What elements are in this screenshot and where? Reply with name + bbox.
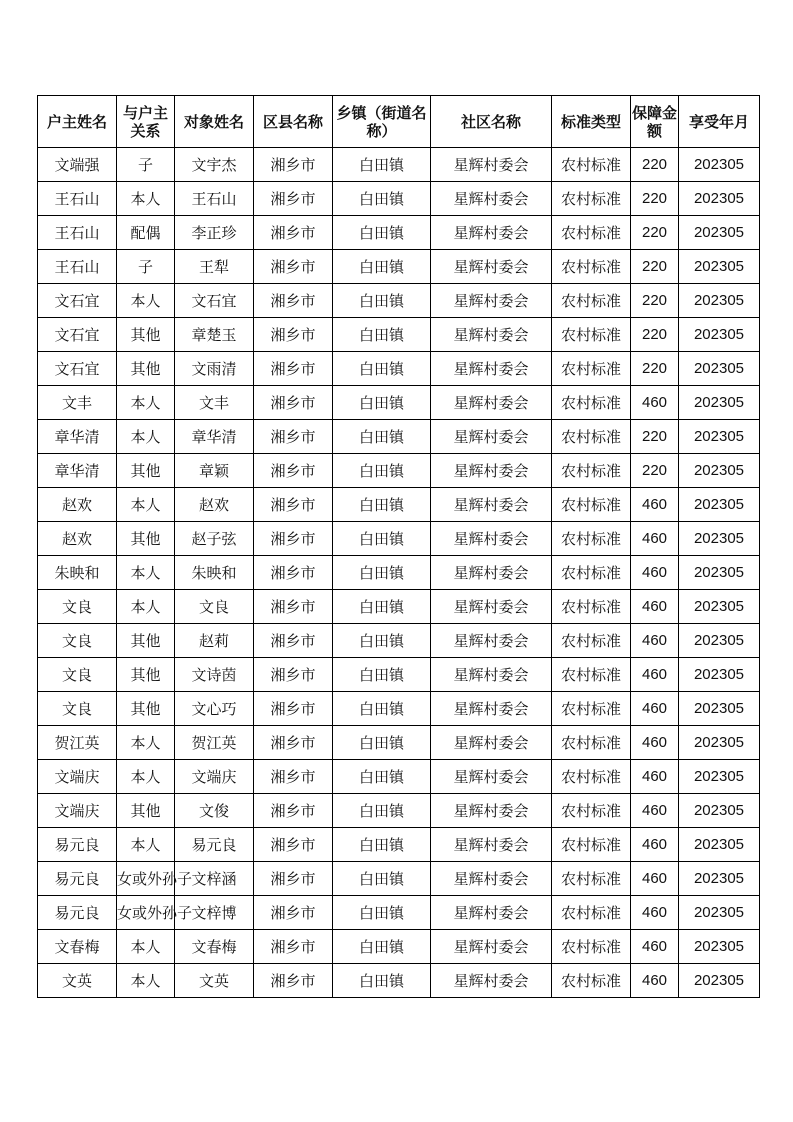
relation-cell: 其他 (117, 454, 175, 488)
township-cell: 白田镇 (333, 862, 431, 896)
community-cell: 星辉村委会 (431, 624, 552, 658)
table-row (38, 896, 760, 930)
community-cell: 星辉村委会 (431, 692, 552, 726)
county-cell: 湘乡市 (254, 522, 333, 556)
community-cell: 星辉村委会 (431, 862, 552, 896)
month-cell: 202305 (679, 352, 760, 386)
table-row (38, 760, 760, 794)
month-cell: 202305 (679, 896, 760, 930)
amount-cell: 460 (631, 692, 679, 726)
recipient-name-cell: 李正珍 (175, 216, 254, 250)
table-row (38, 386, 760, 420)
recipient-name-cell: 王犁 (175, 250, 254, 284)
householder-name-cell: 章华清 (38, 454, 117, 488)
amount-cell: 460 (631, 794, 679, 828)
recipient-name-cell: 朱映和 (175, 556, 254, 590)
amount-cell: 460 (631, 556, 679, 590)
recipient-name-cell: 文心巧 (175, 692, 254, 726)
township-cell: 白田镇 (333, 386, 431, 420)
householder-name-cell: 文石宜 (38, 284, 117, 318)
standard-type-cell: 农村标准 (552, 454, 631, 488)
table-row (38, 556, 760, 590)
relation-cell: 其他 (117, 794, 175, 828)
community-cell: 星辉村委会 (431, 828, 552, 862)
relation-cell: 女或外孙子 (117, 862, 175, 896)
community-cell: 星辉村委会 (431, 522, 552, 556)
month-cell: 202305 (679, 454, 760, 488)
table-row (38, 352, 760, 386)
community-cell: 星辉村委会 (431, 352, 552, 386)
amount-cell: 460 (631, 726, 679, 760)
amount-cell: 460 (631, 828, 679, 862)
amount-cell: 460 (631, 590, 679, 624)
community-cell: 星辉村委会 (431, 964, 552, 998)
header-relation: 与户主关系 (117, 96, 175, 148)
county-cell: 湘乡市 (254, 318, 333, 352)
relation-cell: 本人 (117, 182, 175, 216)
community-cell: 星辉村委会 (431, 760, 552, 794)
month-cell: 202305 (679, 658, 760, 692)
table-row (38, 318, 760, 352)
township-cell: 白田镇 (333, 352, 431, 386)
recipient-name-cell: 赵莉 (175, 624, 254, 658)
amount-cell: 220 (631, 420, 679, 454)
recipient-name-cell: 文丰 (175, 386, 254, 420)
amount-cell: 460 (631, 624, 679, 658)
community-cell: 星辉村委会 (431, 182, 552, 216)
county-cell: 湘乡市 (254, 488, 333, 522)
month-cell: 202305 (679, 930, 760, 964)
township-cell: 白田镇 (333, 182, 431, 216)
table-body (38, 148, 760, 998)
month-cell: 202305 (679, 488, 760, 522)
township-cell: 白田镇 (333, 420, 431, 454)
recipient-name-cell: 章楚玉 (175, 318, 254, 352)
relation-cell: 其他 (117, 692, 175, 726)
table-row (38, 624, 760, 658)
householder-name-cell: 文丰 (38, 386, 117, 420)
relation-cell: 本人 (117, 964, 175, 998)
month-cell: 202305 (679, 624, 760, 658)
householder-name-cell: 文良 (38, 590, 117, 624)
standard-type-cell: 农村标准 (552, 692, 631, 726)
amount-cell: 220 (631, 250, 679, 284)
relation-cell: 配偶 (117, 216, 175, 250)
recipient-name-cell: 章颖 (175, 454, 254, 488)
standard-type-cell: 农村标准 (552, 590, 631, 624)
township-cell: 白田镇 (333, 216, 431, 250)
standard-type-cell: 农村标准 (552, 896, 631, 930)
month-cell: 202305 (679, 964, 760, 998)
township-cell: 白田镇 (333, 692, 431, 726)
amount-cell: 460 (631, 760, 679, 794)
table-row (38, 930, 760, 964)
standard-type-cell: 农村标准 (552, 522, 631, 556)
table-row (38, 692, 760, 726)
recipient-name-cell: 文石宜 (175, 284, 254, 318)
householder-name-cell: 朱映和 (38, 556, 117, 590)
township-cell: 白田镇 (333, 828, 431, 862)
county-cell: 湘乡市 (254, 284, 333, 318)
township-cell: 白田镇 (333, 726, 431, 760)
township-cell: 白田镇 (333, 454, 431, 488)
county-cell: 湘乡市 (254, 794, 333, 828)
community-cell: 星辉村委会 (431, 590, 552, 624)
relation-cell: 女或外孙子 (117, 896, 175, 930)
amount-cell: 460 (631, 658, 679, 692)
relation-cell: 本人 (117, 930, 175, 964)
table-row (38, 862, 760, 896)
header-month: 享受年月 (679, 96, 760, 148)
month-cell: 202305 (679, 726, 760, 760)
table-row (38, 216, 760, 250)
table-row (38, 590, 760, 624)
householder-name-cell: 王石山 (38, 216, 117, 250)
householder-name-cell: 易元良 (38, 862, 117, 896)
householder-name-cell: 文石宜 (38, 352, 117, 386)
standard-type-cell: 农村标准 (552, 828, 631, 862)
relation-cell: 本人 (117, 760, 175, 794)
community-cell: 星辉村委会 (431, 896, 552, 930)
recipient-name-cell: 易元良 (175, 828, 254, 862)
community-cell: 星辉村委会 (431, 794, 552, 828)
table-row (38, 284, 760, 318)
month-cell: 202305 (679, 692, 760, 726)
month-cell: 202305 (679, 182, 760, 216)
table-row (38, 964, 760, 998)
month-cell: 202305 (679, 148, 760, 182)
township-cell: 白田镇 (333, 284, 431, 318)
county-cell: 湘乡市 (254, 148, 333, 182)
township-cell: 白田镇 (333, 760, 431, 794)
recipient-name-cell: 文诗茵 (175, 658, 254, 692)
county-cell: 湘乡市 (254, 216, 333, 250)
table-row (38, 182, 760, 216)
table-row (38, 148, 760, 182)
township-cell: 白田镇 (333, 250, 431, 284)
month-cell: 202305 (679, 828, 760, 862)
county-cell: 湘乡市 (254, 726, 333, 760)
community-cell: 星辉村委会 (431, 386, 552, 420)
standard-type-cell: 农村标准 (552, 420, 631, 454)
month-cell: 202305 (679, 522, 760, 556)
householder-name-cell: 易元良 (38, 896, 117, 930)
householder-name-cell: 易元良 (38, 828, 117, 862)
relation-cell: 其他 (117, 318, 175, 352)
householder-name-cell: 章华清 (38, 420, 117, 454)
header-township: 乡镇（街道名称） (333, 96, 431, 148)
standard-type-cell: 农村标准 (552, 352, 631, 386)
recipient-name-cell: 文良 (175, 590, 254, 624)
table-row (38, 726, 760, 760)
amount-cell: 460 (631, 522, 679, 556)
amount-cell: 460 (631, 930, 679, 964)
community-cell: 星辉村委会 (431, 488, 552, 522)
householder-name-cell: 文英 (38, 964, 117, 998)
amount-cell: 220 (631, 454, 679, 488)
standard-type-cell: 农村标准 (552, 964, 631, 998)
month-cell: 202305 (679, 386, 760, 420)
county-cell: 湘乡市 (254, 454, 333, 488)
table-row (38, 488, 760, 522)
standard-type-cell: 农村标准 (552, 318, 631, 352)
month-cell: 202305 (679, 794, 760, 828)
amount-cell: 220 (631, 352, 679, 386)
recipient-name-cell: 赵欢 (175, 488, 254, 522)
recipient-name-cell: 文雨清 (175, 352, 254, 386)
relation-cell: 本人 (117, 590, 175, 624)
county-cell: 湘乡市 (254, 896, 333, 930)
amount-cell: 460 (631, 488, 679, 522)
header-community: 社区名称 (431, 96, 552, 148)
table-row (38, 794, 760, 828)
table-row (38, 828, 760, 862)
county-cell: 湘乡市 (254, 590, 333, 624)
township-cell: 白田镇 (333, 624, 431, 658)
standard-type-cell: 农村标准 (552, 250, 631, 284)
standard-type-cell: 农村标准 (552, 386, 631, 420)
month-cell: 202305 (679, 556, 760, 590)
householder-name-cell: 王石山 (38, 250, 117, 284)
householder-name-cell: 文端庆 (38, 794, 117, 828)
township-cell: 白田镇 (333, 522, 431, 556)
county-cell: 湘乡市 (254, 386, 333, 420)
table-row (38, 420, 760, 454)
householder-name-cell: 赵欢 (38, 488, 117, 522)
relation-cell: 其他 (117, 658, 175, 692)
month-cell: 202305 (679, 590, 760, 624)
county-cell: 湘乡市 (254, 760, 333, 794)
standard-type-cell: 农村标准 (552, 862, 631, 896)
standard-type-cell: 农村标准 (552, 216, 631, 250)
recipient-name-cell: 文春梅 (175, 930, 254, 964)
county-cell: 湘乡市 (254, 658, 333, 692)
relation-cell: 其他 (117, 352, 175, 386)
community-cell: 星辉村委会 (431, 250, 552, 284)
county-cell: 湘乡市 (254, 828, 333, 862)
county-cell: 湘乡市 (254, 420, 333, 454)
amount-cell: 220 (631, 148, 679, 182)
householder-name-cell: 文端庆 (38, 760, 117, 794)
householder-name-cell: 文良 (38, 658, 117, 692)
county-cell: 湘乡市 (254, 556, 333, 590)
community-cell: 星辉村委会 (431, 318, 552, 352)
relation-cell: 本人 (117, 386, 175, 420)
county-cell: 湘乡市 (254, 250, 333, 284)
recipient-name-cell: 文宇杰 (175, 148, 254, 182)
township-cell: 白田镇 (333, 556, 431, 590)
community-cell: 星辉村委会 (431, 284, 552, 318)
community-cell: 星辉村委会 (431, 216, 552, 250)
standard-type-cell: 农村标准 (552, 284, 631, 318)
header-standard-type: 标准类型 (552, 96, 631, 148)
recipient-name-cell: 文俊 (175, 794, 254, 828)
table-row (38, 522, 760, 556)
header-county: 区县名称 (254, 96, 333, 148)
county-cell: 湘乡市 (254, 862, 333, 896)
householder-name-cell: 王石山 (38, 182, 117, 216)
community-cell: 星辉村委会 (431, 930, 552, 964)
amount-cell: 220 (631, 284, 679, 318)
month-cell: 202305 (679, 216, 760, 250)
community-cell: 星辉村委会 (431, 556, 552, 590)
county-cell: 湘乡市 (254, 624, 333, 658)
amount-cell: 460 (631, 964, 679, 998)
standard-type-cell: 农村标准 (552, 726, 631, 760)
month-cell: 202305 (679, 250, 760, 284)
standard-type-cell: 农村标准 (552, 488, 631, 522)
householder-name-cell: 赵欢 (38, 522, 117, 556)
householder-name-cell: 文良 (38, 692, 117, 726)
county-cell: 湘乡市 (254, 964, 333, 998)
month-cell: 202305 (679, 862, 760, 896)
township-cell: 白田镇 (333, 896, 431, 930)
month-cell: 202305 (679, 284, 760, 318)
township-cell: 白田镇 (333, 930, 431, 964)
relation-cell: 本人 (117, 726, 175, 760)
standard-type-cell: 农村标准 (552, 556, 631, 590)
amount-cell: 460 (631, 896, 679, 930)
relation-cell: 本人 (117, 488, 175, 522)
header-amount: 保障金额 (631, 96, 679, 148)
householder-name-cell: 文石宜 (38, 318, 117, 352)
township-cell: 白田镇 (333, 794, 431, 828)
relation-cell: 本人 (117, 828, 175, 862)
relation-cell: 本人 (117, 556, 175, 590)
county-cell: 湘乡市 (254, 352, 333, 386)
township-cell: 白田镇 (333, 318, 431, 352)
community-cell: 星辉村委会 (431, 658, 552, 692)
table-row (38, 250, 760, 284)
township-cell: 白田镇 (333, 148, 431, 182)
amount-cell: 220 (631, 318, 679, 352)
header-householder-name: 户主姓名 (38, 96, 117, 148)
householder-name-cell: 文春梅 (38, 930, 117, 964)
relation-cell: 本人 (117, 284, 175, 318)
relation-cell: 其他 (117, 522, 175, 556)
recipient-name-cell: 章华清 (175, 420, 254, 454)
recipient-name-cell: 文英 (175, 964, 254, 998)
community-cell: 星辉村委会 (431, 148, 552, 182)
county-cell: 湘乡市 (254, 182, 333, 216)
amount-cell: 460 (631, 386, 679, 420)
township-cell: 白田镇 (333, 590, 431, 624)
standard-type-cell: 农村标准 (552, 794, 631, 828)
relation-cell: 本人 (117, 420, 175, 454)
standard-type-cell: 农村标准 (552, 760, 631, 794)
standard-type-cell: 农村标准 (552, 148, 631, 182)
county-cell: 湘乡市 (254, 930, 333, 964)
recipient-name-cell: 贺江英 (175, 726, 254, 760)
householder-name-cell: 贺江英 (38, 726, 117, 760)
month-cell: 202305 (679, 318, 760, 352)
standard-type-cell: 农村标准 (552, 930, 631, 964)
table-row (38, 658, 760, 692)
township-cell: 白田镇 (333, 488, 431, 522)
relation-cell: 其他 (117, 624, 175, 658)
recipient-name-cell: 王石山 (175, 182, 254, 216)
standard-type-cell: 农村标准 (552, 624, 631, 658)
header-row (38, 96, 760, 148)
standard-type-cell: 农村标准 (552, 182, 631, 216)
recipient-name-cell: 赵子弦 (175, 522, 254, 556)
header-recipient-name: 对象姓名 (175, 96, 254, 148)
recipient-name-cell: 文端庆 (175, 760, 254, 794)
table-row (38, 454, 760, 488)
amount-cell: 220 (631, 216, 679, 250)
householder-name-cell: 文端强 (38, 148, 117, 182)
standard-type-cell: 农村标准 (552, 658, 631, 692)
township-cell: 白田镇 (333, 658, 431, 692)
recipient-name-cell: 文梓涵 (175, 862, 254, 896)
community-cell: 星辉村委会 (431, 420, 552, 454)
relation-cell: 子 (117, 148, 175, 182)
month-cell: 202305 (679, 420, 760, 454)
amount-cell: 460 (631, 862, 679, 896)
community-cell: 星辉村委会 (431, 726, 552, 760)
relation-cell: 子 (117, 250, 175, 284)
month-cell: 202305 (679, 760, 760, 794)
householder-name-cell: 文良 (38, 624, 117, 658)
recipient-name-cell: 文梓博 (175, 896, 254, 930)
amount-cell: 220 (631, 182, 679, 216)
community-cell: 星辉村委会 (431, 454, 552, 488)
county-cell: 湘乡市 (254, 692, 333, 726)
township-cell: 白田镇 (333, 964, 431, 998)
benefit-roster-table (37, 95, 760, 998)
